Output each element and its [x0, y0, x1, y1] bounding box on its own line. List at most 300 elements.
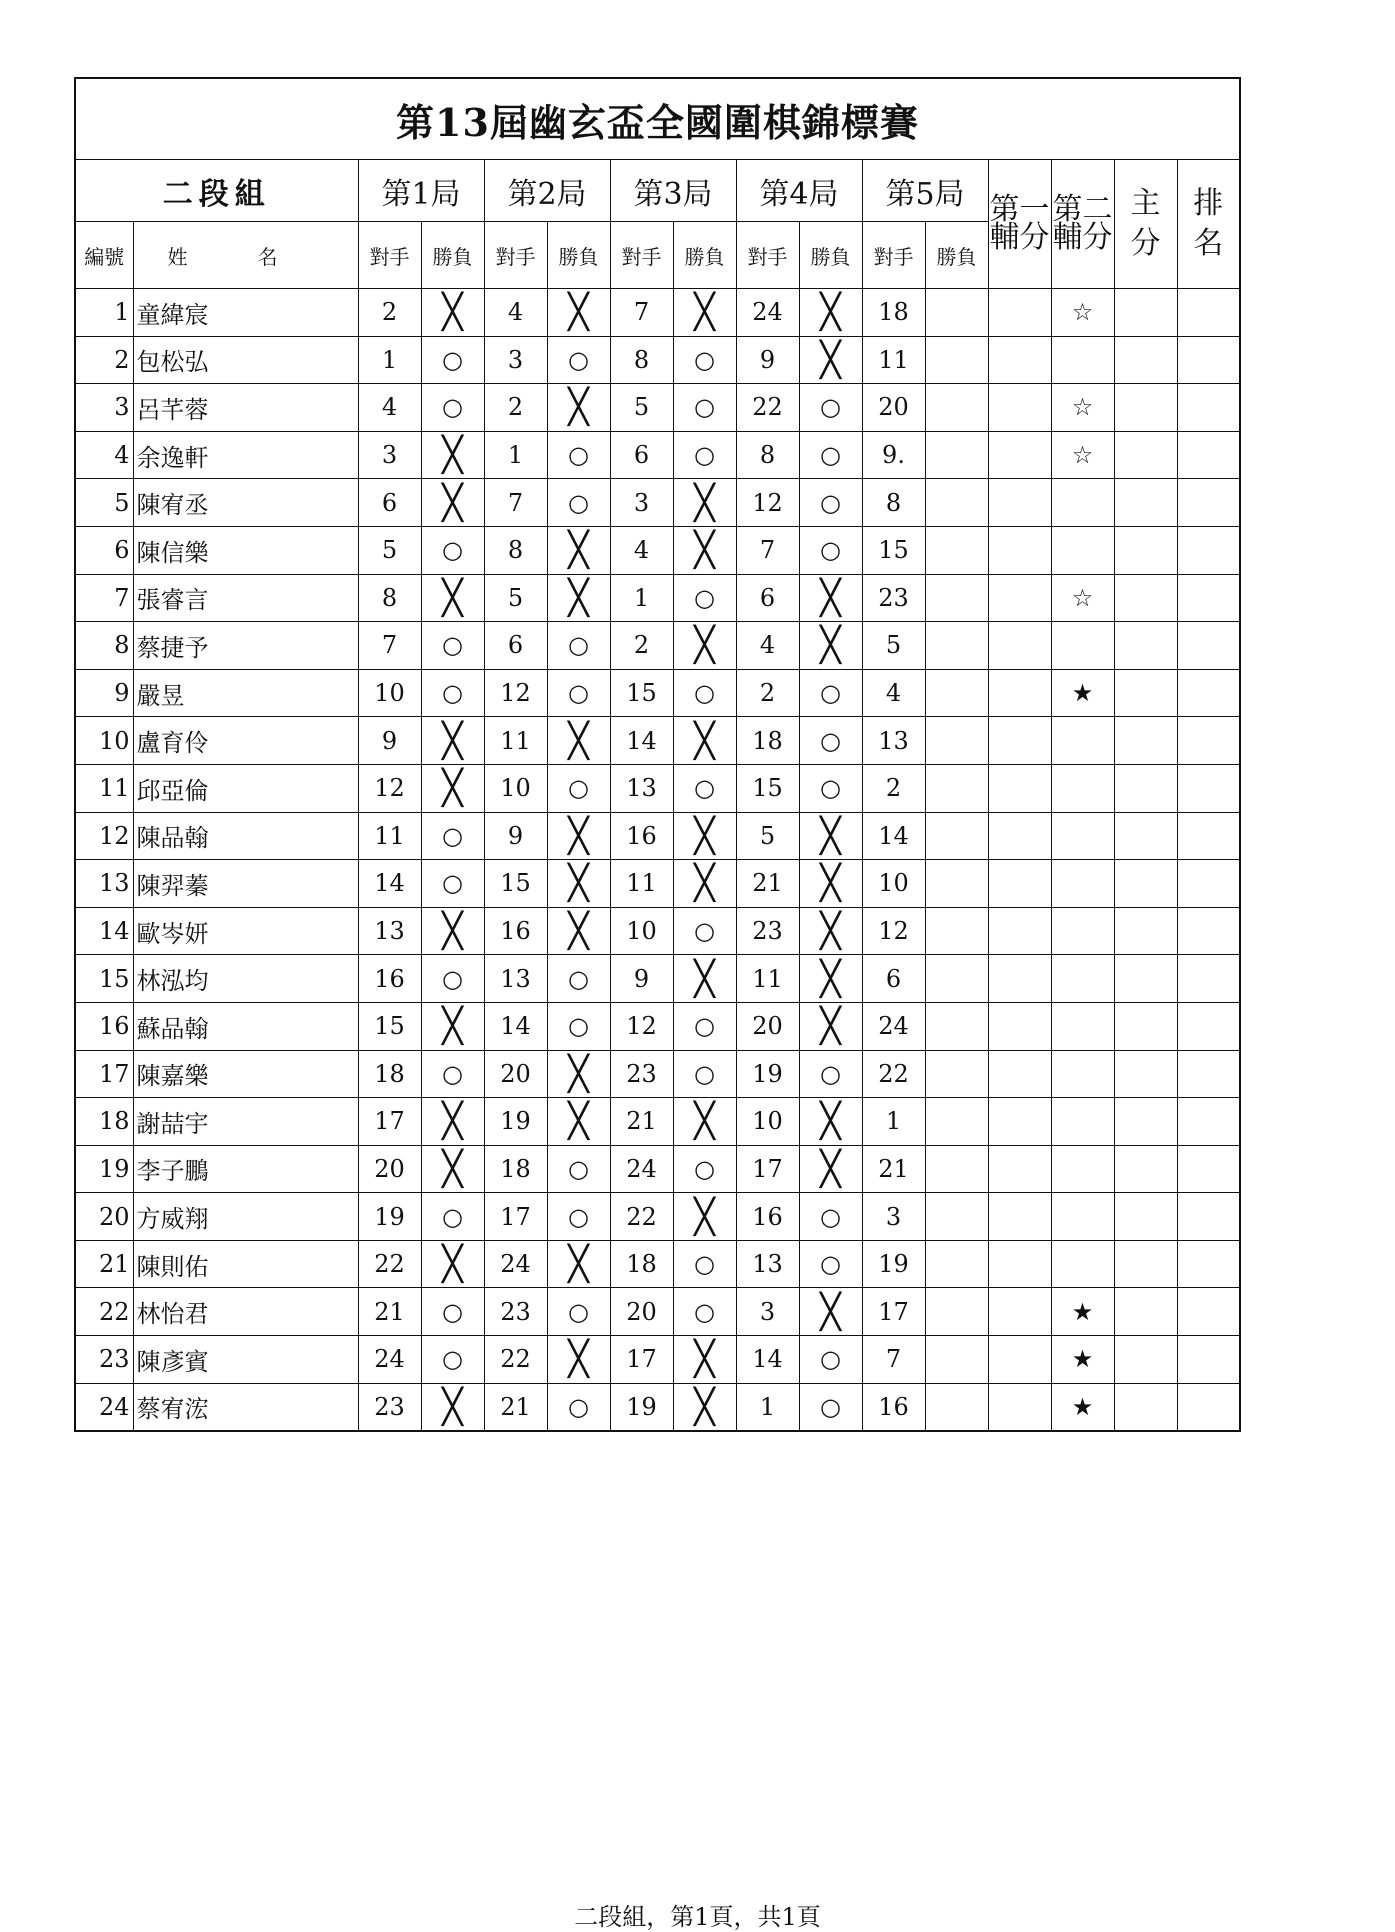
player-number: 4	[75, 431, 133, 479]
tiebreak-2-cell	[1051, 622, 1114, 670]
score-cell	[1114, 431, 1177, 479]
opponent-cell: 11	[736, 955, 799, 1003]
table-row	[75, 526, 1240, 574]
table-row	[75, 907, 1240, 955]
opponent-cell: 21	[358, 1288, 421, 1336]
win-mark: ○	[547, 1193, 610, 1241]
tiebreak-2-cell	[1051, 907, 1114, 955]
opponent-cell: 17	[484, 1193, 547, 1241]
player-number: 11	[75, 764, 133, 812]
opponent-cell: 22	[358, 1240, 421, 1288]
tiebreak-2-cell	[1051, 1193, 1114, 1241]
opponent-cell: 23	[610, 1050, 673, 1098]
round-2-header: 第2局	[484, 160, 610, 222]
score-cell	[1114, 1098, 1177, 1146]
loss-mark: ╳	[547, 907, 610, 955]
round-5-header: 第5局	[862, 160, 988, 222]
tiebreak-1-cell	[988, 1193, 1051, 1241]
loss-mark: ╳	[421, 1002, 484, 1050]
rank-cell	[1177, 955, 1240, 1003]
loss-mark: ╳	[547, 384, 610, 432]
result-cell	[925, 1240, 988, 1288]
table-row	[75, 431, 1240, 479]
opponent-cell: 3	[484, 336, 547, 384]
opponent-cell: 1	[862, 1098, 925, 1146]
opponent-cell: 4	[862, 669, 925, 717]
opponent-cell: 22	[736, 384, 799, 432]
opponent-cell: 6	[358, 479, 421, 527]
opponent-cell: 7	[610, 289, 673, 337]
table-row	[75, 764, 1240, 812]
opponent-cell: 22	[862, 1050, 925, 1098]
opponent-cell: 2	[862, 764, 925, 812]
tiebreak-2-cell	[1051, 764, 1114, 812]
result-cell	[925, 1288, 988, 1336]
opponent-cell: 1	[358, 336, 421, 384]
tiebreak-1-cell	[988, 1098, 1051, 1146]
tiebreak-2-cell	[1051, 955, 1114, 1003]
opponent-header: 對手	[484, 222, 547, 289]
player-number: 6	[75, 526, 133, 574]
score-cell	[1114, 336, 1177, 384]
page-title: 第13屆幽玄盃全國圍棋錦標賽	[75, 78, 1240, 160]
opponent-cell: 17	[736, 1145, 799, 1193]
opponent-cell: 8	[610, 336, 673, 384]
score-cell	[1114, 1288, 1177, 1336]
tiebreak-1-cell	[988, 764, 1051, 812]
table-row	[75, 1193, 1240, 1241]
player-name: 陳嘉樂	[133, 1050, 358, 1098]
opponent-cell: 18	[610, 1240, 673, 1288]
score-cell	[1114, 1002, 1177, 1050]
opponent-cell: 15	[610, 669, 673, 717]
opponent-cell: 20	[484, 1050, 547, 1098]
win-mark: ○	[547, 764, 610, 812]
win-mark: ○	[421, 860, 484, 908]
table-row	[75, 384, 1240, 432]
win-mark: ○	[547, 955, 610, 1003]
player-name: 李子鵬	[133, 1145, 358, 1193]
rank-cell	[1177, 384, 1240, 432]
player-name: 陳羿蓁	[133, 860, 358, 908]
table-row	[75, 1336, 1240, 1384]
opponent-cell: 15	[358, 1002, 421, 1050]
tiebreak-2-cell	[1051, 1098, 1114, 1146]
tiebreak-2-cell: ☆	[1051, 384, 1114, 432]
score-cell	[1114, 860, 1177, 908]
opponent-cell: 2	[736, 669, 799, 717]
tiebreak-2-header: 第二 輔分	[1051, 160, 1114, 289]
opponent-cell: 7	[862, 1336, 925, 1384]
result-cell	[925, 1336, 988, 1384]
player-name: 歐岑妍	[133, 907, 358, 955]
tiebreak-1-cell	[988, 479, 1051, 527]
win-mark: ○	[673, 431, 736, 479]
player-name: 方威翔	[133, 1193, 358, 1241]
score-cell	[1114, 526, 1177, 574]
opponent-cell: 6	[862, 955, 925, 1003]
loss-mark: ╳	[673, 526, 736, 574]
table-row	[75, 1145, 1240, 1193]
opponent-cell: 20	[610, 1288, 673, 1336]
loss-mark: ╳	[673, 1336, 736, 1384]
tiebreak-2-cell: ☆	[1051, 574, 1114, 622]
loss-mark: ╳	[421, 907, 484, 955]
opponent-cell: 9	[484, 812, 547, 860]
opponent-cell: 13	[736, 1240, 799, 1288]
opponent-cell: 16	[358, 955, 421, 1003]
opponent-cell: 23	[862, 574, 925, 622]
table-row	[75, 860, 1240, 908]
tiebreak-1-cell	[988, 907, 1051, 955]
opponent-cell: 17	[862, 1288, 925, 1336]
result-cell	[925, 1145, 988, 1193]
opponent-cell: 12	[736, 479, 799, 527]
table-row	[75, 669, 1240, 717]
win-mark: ○	[673, 1288, 736, 1336]
result-cell	[925, 907, 988, 955]
loss-mark: ╳	[421, 717, 484, 765]
win-mark: ○	[799, 384, 862, 432]
table-row	[75, 479, 1240, 527]
win-mark: ○	[547, 1145, 610, 1193]
win-mark: ○	[799, 1336, 862, 1384]
opponent-cell: 3	[736, 1288, 799, 1336]
rank-cell	[1177, 622, 1240, 670]
table-row	[75, 1288, 1240, 1336]
loss-mark: ╳	[547, 812, 610, 860]
opponent-cell: 7	[484, 479, 547, 527]
win-mark: ○	[547, 1288, 610, 1336]
loss-mark: ╳	[799, 336, 862, 384]
player-name: 包松弘	[133, 336, 358, 384]
player-number: 20	[75, 1193, 133, 1241]
result-cell	[925, 669, 988, 717]
result-cell	[925, 479, 988, 527]
player-name: 嚴昱	[133, 669, 358, 717]
win-mark: ○	[799, 717, 862, 765]
player-number: 14	[75, 907, 133, 955]
player-number: 12	[75, 812, 133, 860]
score-cell	[1114, 764, 1177, 812]
tiebreak-2-cell: ★	[1051, 1383, 1114, 1431]
win-mark: ○	[673, 669, 736, 717]
table-row	[75, 812, 1240, 860]
opponent-cell: 11	[610, 860, 673, 908]
tiebreak-2-cell: ★	[1051, 1336, 1114, 1384]
opponent-cell: 14	[736, 1336, 799, 1384]
win-mark: ○	[799, 1193, 862, 1241]
opponent-cell: 23	[484, 1288, 547, 1336]
win-mark: ○	[421, 1050, 484, 1098]
result-cell	[925, 622, 988, 670]
player-number: 24	[75, 1383, 133, 1431]
player-number: 5	[75, 479, 133, 527]
rank-cell	[1177, 1383, 1240, 1431]
table-row	[75, 1240, 1240, 1288]
player-name: 謝喆宇	[133, 1098, 358, 1146]
tiebreak-2-cell	[1051, 526, 1114, 574]
tiebreak-1-cell	[988, 384, 1051, 432]
opponent-cell: 13	[610, 764, 673, 812]
rank-cell	[1177, 289, 1240, 337]
win-mark: ○	[799, 526, 862, 574]
round-1-header: 第1局	[358, 160, 484, 222]
opponent-cell: 3	[862, 1193, 925, 1241]
win-mark: ○	[421, 384, 484, 432]
opponent-cell: 16	[610, 812, 673, 860]
number-header: 編號	[75, 222, 133, 289]
loss-mark: ╳	[421, 479, 484, 527]
win-mark: ○	[421, 1288, 484, 1336]
opponent-cell: 8	[358, 574, 421, 622]
player-number: 7	[75, 574, 133, 622]
player-name: 蔡宥浤	[133, 1383, 358, 1431]
win-mark: ○	[673, 1145, 736, 1193]
loss-mark: ╳	[799, 574, 862, 622]
opponent-cell: 10	[358, 669, 421, 717]
loss-mark: ╳	[421, 1240, 484, 1288]
opponent-cell: 21	[736, 860, 799, 908]
table-row	[75, 1002, 1240, 1050]
loss-mark: ╳	[799, 907, 862, 955]
opponent-cell: 21	[610, 1098, 673, 1146]
win-mark: ○	[547, 336, 610, 384]
result-cell	[925, 1098, 988, 1146]
player-number: 1	[75, 289, 133, 337]
rank-cell	[1177, 860, 1240, 908]
opponent-cell: 19	[358, 1193, 421, 1241]
score-cell	[1114, 1240, 1177, 1288]
opponent-cell: 15	[484, 860, 547, 908]
rank-header: 排 名	[1177, 160, 1240, 289]
result-header: 勝負	[547, 222, 610, 289]
player-name: 蘇品翰	[133, 1002, 358, 1050]
tiebreak-1-cell	[988, 1383, 1051, 1431]
player-number: 22	[75, 1288, 133, 1336]
tiebreak-1-cell	[988, 955, 1051, 1003]
player-name: 陳彥賓	[133, 1336, 358, 1384]
rank-cell	[1177, 1050, 1240, 1098]
score-cell	[1114, 1193, 1177, 1241]
score-cell	[1114, 955, 1177, 1003]
opponent-header: 對手	[358, 222, 421, 289]
score-cell	[1114, 479, 1177, 527]
tiebreak-1-cell	[988, 1050, 1051, 1098]
player-number: 15	[75, 955, 133, 1003]
loss-mark: ╳	[547, 717, 610, 765]
result-header: 勝負	[421, 222, 484, 289]
opponent-cell: 12	[358, 764, 421, 812]
loss-mark: ╳	[547, 574, 610, 622]
loss-mark: ╳	[421, 1098, 484, 1146]
opponent-header: 對手	[862, 222, 925, 289]
tiebreak-2-cell	[1051, 1002, 1114, 1050]
win-mark: ○	[547, 1002, 610, 1050]
loss-mark: ╳	[799, 289, 862, 337]
opponent-cell: 14	[862, 812, 925, 860]
score-cell	[1114, 907, 1177, 955]
win-mark: ○	[673, 384, 736, 432]
loss-mark: ╳	[673, 717, 736, 765]
loss-mark: ╳	[547, 289, 610, 337]
tiebreak-1-cell	[988, 860, 1051, 908]
score-cell	[1114, 574, 1177, 622]
win-mark: ○	[547, 669, 610, 717]
opponent-cell: 4	[736, 622, 799, 670]
tiebreak-1-cell	[988, 431, 1051, 479]
tiebreak-2-cell: ★	[1051, 669, 1114, 717]
score-cell	[1114, 669, 1177, 717]
win-mark: ○	[673, 574, 736, 622]
tiebreak-2-cell: ☆	[1051, 431, 1114, 479]
win-mark: ○	[799, 431, 862, 479]
opponent-cell: 17	[358, 1098, 421, 1146]
opponent-cell: 8	[736, 431, 799, 479]
opponent-cell: 8	[484, 526, 547, 574]
rank-cell	[1177, 1336, 1240, 1384]
tiebreak-1-cell	[988, 1240, 1051, 1288]
win-mark: ○	[673, 764, 736, 812]
loss-mark: ╳	[799, 1002, 862, 1050]
result-cell	[925, 574, 988, 622]
tiebreak-1-cell	[988, 526, 1051, 574]
opponent-cell: 19	[610, 1383, 673, 1431]
opponent-cell: 18	[862, 289, 925, 337]
tiebreak-2-cell	[1051, 1240, 1114, 1288]
win-mark: ○	[547, 1383, 610, 1431]
rank-cell	[1177, 431, 1240, 479]
opponent-cell: 9.	[862, 431, 925, 479]
opponent-cell: 19	[484, 1098, 547, 1146]
player-name: 邱亞倫	[133, 764, 358, 812]
opponent-cell: 11	[358, 812, 421, 860]
loss-mark: ╳	[673, 812, 736, 860]
tiebreak-2-cell	[1051, 717, 1114, 765]
opponent-cell: 4	[484, 289, 547, 337]
win-mark: ○	[673, 907, 736, 955]
opponent-cell: 13	[358, 907, 421, 955]
win-mark: ○	[421, 1336, 484, 1384]
player-name: 陳信樂	[133, 526, 358, 574]
loss-mark: ╳	[421, 1145, 484, 1193]
rank-cell	[1177, 669, 1240, 717]
win-mark: ○	[421, 526, 484, 574]
opponent-cell: 12	[484, 669, 547, 717]
opponent-cell: 14	[484, 1002, 547, 1050]
loss-mark: ╳	[547, 860, 610, 908]
loss-mark: ╳	[799, 1145, 862, 1193]
player-number: 8	[75, 622, 133, 670]
opponent-header: 對手	[610, 222, 673, 289]
win-mark: ○	[799, 479, 862, 527]
opponent-cell: 1	[484, 431, 547, 479]
opponent-cell: 20	[862, 384, 925, 432]
result-cell	[925, 526, 988, 574]
opponent-cell: 11	[862, 336, 925, 384]
rank-cell	[1177, 1193, 1240, 1241]
opponent-cell: 6	[610, 431, 673, 479]
opponent-cell: 15	[736, 764, 799, 812]
result-cell	[925, 955, 988, 1003]
opponent-cell: 14	[610, 717, 673, 765]
opponent-cell: 19	[736, 1050, 799, 1098]
score-cell	[1114, 1336, 1177, 1384]
rank-cell	[1177, 812, 1240, 860]
loss-mark: ╳	[799, 955, 862, 1003]
opponent-cell: 14	[358, 860, 421, 908]
result-cell	[925, 1050, 988, 1098]
opponent-cell: 2	[358, 289, 421, 337]
tiebreak-2-cell	[1051, 479, 1114, 527]
loss-mark: ╳	[799, 1098, 862, 1146]
player-number: 19	[75, 1145, 133, 1193]
opponent-cell: 16	[484, 907, 547, 955]
table-row	[75, 574, 1240, 622]
opponent-cell: 1	[610, 574, 673, 622]
opponent-cell: 21	[484, 1383, 547, 1431]
result-header: 勝負	[925, 222, 988, 289]
tiebreak-1-cell	[988, 622, 1051, 670]
loss-mark: ╳	[547, 1050, 610, 1098]
loss-mark: ╳	[673, 479, 736, 527]
win-mark: ○	[547, 479, 610, 527]
win-mark: ○	[673, 336, 736, 384]
opponent-cell: 6	[484, 622, 547, 670]
score-cell	[1114, 384, 1177, 432]
player-number: 16	[75, 1002, 133, 1050]
loss-mark: ╳	[421, 289, 484, 337]
table-row	[75, 1050, 1240, 1098]
opponent-cell: 23	[736, 907, 799, 955]
opponent-cell: 4	[610, 526, 673, 574]
opponent-cell: 7	[736, 526, 799, 574]
rank-cell	[1177, 717, 1240, 765]
win-mark: ○	[547, 431, 610, 479]
loss-mark: ╳	[673, 289, 736, 337]
opponent-cell: 23	[358, 1383, 421, 1431]
opponent-cell: 24	[358, 1336, 421, 1384]
player-number: 23	[75, 1336, 133, 1384]
win-mark: ○	[799, 1050, 862, 1098]
table-row	[75, 717, 1240, 765]
player-rows	[75, 289, 1240, 1432]
result-cell	[925, 384, 988, 432]
opponent-cell: 10	[862, 860, 925, 908]
rank-cell	[1177, 1240, 1240, 1288]
opponent-cell: 10	[484, 764, 547, 812]
loss-mark: ╳	[673, 1383, 736, 1431]
rank-cell	[1177, 479, 1240, 527]
loss-mark: ╳	[673, 622, 736, 670]
opponent-cell: 22	[610, 1193, 673, 1241]
opponent-cell: 24	[862, 1002, 925, 1050]
opponent-cell: 5	[484, 574, 547, 622]
opponent-cell: 18	[736, 717, 799, 765]
player-name: 陳宥丞	[133, 479, 358, 527]
tiebreak-2-cell	[1051, 812, 1114, 860]
player-name: 蔡捷予	[133, 622, 358, 670]
player-name: 呂芊蓉	[133, 384, 358, 432]
score-cell	[1114, 1383, 1177, 1431]
tiebreak-1-cell	[988, 574, 1051, 622]
loss-mark: ╳	[547, 1098, 610, 1146]
tiebreak-2-cell	[1051, 1145, 1114, 1193]
tiebreak-1-cell	[988, 669, 1051, 717]
player-number: 2	[75, 336, 133, 384]
rank-cell	[1177, 1002, 1240, 1050]
opponent-cell: 22	[484, 1336, 547, 1384]
